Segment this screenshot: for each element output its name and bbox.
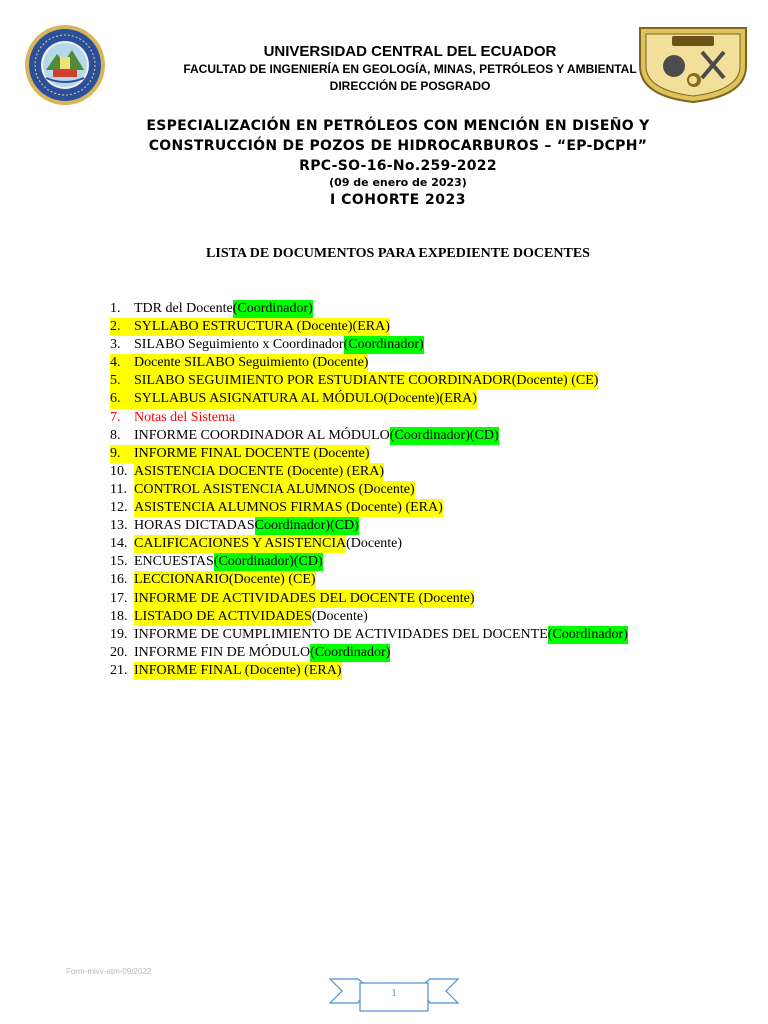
- item-text: SILABO SEGUIMIENTO POR ESTUDIANTE COORDINADOR(Docente) (CE): [134, 372, 598, 390]
- item-text: SYLLABUS ASIGNATURA AL MÓDULO(Docente)(ERA): [134, 390, 477, 408]
- item-role: (Coordinador): [233, 300, 313, 318]
- page-number: 1: [391, 987, 397, 999]
- item-text: TDR del Docente: [134, 301, 233, 316]
- program-info: [100, 116, 696, 210]
- item-text: CALIFICACIONES Y ASISTENCIA: [134, 535, 346, 553]
- item-number: 11.: [110, 481, 127, 497]
- item-number: 18.: [110, 608, 128, 624]
- form-code: Form-mivv-atm-09/2022: [66, 967, 152, 976]
- item-text: Docente SILABO Seguimiento (Docente): [134, 354, 368, 372]
- list-item: [110, 354, 628, 372]
- item-text: ASISTENCIA DOCENTE (Docente) (ERA): [134, 463, 384, 481]
- list-item: [110, 499, 628, 517]
- item-number: 3.: [110, 337, 121, 353]
- list-item: [110, 590, 628, 608]
- item-role: (Coordinador): [548, 626, 628, 644]
- direction-name: DIRECCIÓN DE POSGRADO: [329, 79, 491, 93]
- item-number: 8.: [110, 427, 121, 443]
- item-text: LECCIONARIO(Docente) (CE): [134, 571, 316, 589]
- item-role: (Coordinador): [310, 644, 390, 662]
- item-role: (Docente): [311, 608, 368, 624]
- list-item: [110, 300, 628, 318]
- item-number: 1.: [110, 301, 121, 316]
- item-number: 6.: [110, 390, 134, 408]
- page-number-badge: [328, 975, 460, 1015]
- item-text: Notas del Sistema: [134, 409, 236, 425]
- item-number: 2.: [110, 318, 134, 336]
- item-number: 12.: [110, 500, 128, 516]
- item-text: HORAS DICTADAS: [134, 518, 255, 534]
- list-item: [110, 372, 628, 390]
- item-text: INFORME FIN DE MÓDULO: [134, 644, 311, 660]
- faculty-name: FACULTAD DE INGENIERÍA EN GEOLOGÍA, MINAS, PETRÓLEOS Y AMBIENTAL: [183, 62, 637, 76]
- item-number: 14.: [110, 536, 128, 552]
- program-title-line-1: ESPECIALIZACIÓN EN PETRÓLEOS CON MENCIÓN EN DISEÑO Y: [146, 118, 650, 134]
- item-number: 4.: [110, 354, 134, 372]
- list-item: [110, 535, 628, 553]
- document-title: LISTA DE DOCUMENTOS PARA EXPEDIENTE DOCENTES: [206, 246, 590, 261]
- item-text: INFORME COORDINADOR AL MÓDULO: [134, 427, 390, 443]
- item-text: INFORME FINAL DOCENTE (Docente): [134, 445, 370, 463]
- item-role: Coordinador)(CD): [255, 517, 359, 535]
- item-number: 17.: [110, 590, 128, 606]
- list-item: [110, 608, 628, 626]
- list-item: [110, 427, 628, 445]
- list-item: [110, 517, 628, 535]
- item-number: 7.: [110, 409, 121, 425]
- item-role: (Coordinador)(CD): [390, 427, 499, 445]
- item-text: INFORME DE ACTIVIDADES DEL DOCENTE (Docente): [134, 590, 474, 608]
- item-number: 20.: [110, 644, 128, 660]
- list-item: [110, 553, 628, 571]
- item-text: ASISTENCIA ALUMNOS FIRMAS (Docente) (ERA): [134, 499, 443, 517]
- list-item: [110, 481, 628, 499]
- program-title-line-2: CONSTRUCCIÓN DE POZOS DE HIDROCARBUROS – “EP-DCPH”: [148, 138, 648, 154]
- list-item: [110, 445, 628, 463]
- list-item: [110, 626, 628, 644]
- item-number: 13.: [110, 518, 128, 534]
- program-cohort: I COHORTE 2023: [330, 192, 466, 208]
- item-role: (Coordinador)(CD): [214, 553, 323, 571]
- item-text: ENCUESTAS: [134, 554, 214, 570]
- list-item: [110, 336, 628, 354]
- item-number: 15.: [110, 554, 128, 570]
- item-text: LISTADO DE ACTIVIDADES: [134, 608, 312, 626]
- item-number: 19.: [110, 626, 128, 642]
- item-text: CONTROL ASISTENCIA ALUMNOS (Docente): [134, 481, 415, 499]
- document-header: [150, 42, 670, 94]
- item-number: 5.: [110, 372, 134, 390]
- item-number: 16.: [110, 572, 128, 588]
- item-role: (Coordinador): [344, 336, 424, 354]
- documents-list: [110, 300, 628, 680]
- program-resolution: RPC-SO-16-No.259-2022: [299, 158, 497, 174]
- item-number: 9.: [110, 445, 134, 463]
- item-text: SILABO Seguimiento x Coordinador: [134, 337, 344, 353]
- list-item: [110, 644, 628, 662]
- item-text: INFORME FINAL (Docente) (ERA): [134, 662, 342, 680]
- university-name: UNIVERSIDAD CENTRAL DEL ECUADOR: [263, 43, 557, 60]
- item-role: (Docente): [346, 536, 403, 552]
- item-number: 21.: [110, 662, 128, 678]
- list-item: [110, 662, 628, 680]
- list-item: [110, 571, 628, 589]
- university-seal-icon: [24, 24, 106, 106]
- list-item: [110, 390, 628, 408]
- program-date: (09 de enero de 2023): [329, 176, 467, 189]
- list-item: [110, 318, 628, 336]
- list-item: [110, 463, 628, 481]
- item-number: 10.: [110, 463, 128, 479]
- list-item: [110, 409, 628, 427]
- item-text: SYLLABO ESTRUCTURA (Docente)(ERA): [134, 318, 390, 336]
- item-text: INFORME DE CUMPLIMIENTO DE ACTIVIDADES DEL DOCENTE: [134, 626, 548, 642]
